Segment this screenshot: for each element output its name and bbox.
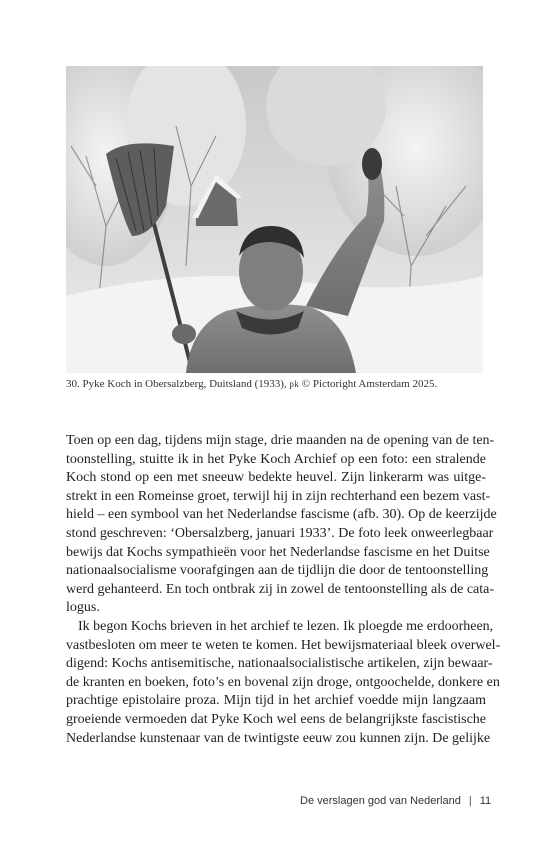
photograph [66, 66, 483, 373]
text-line: hield – een symbool van het Nederlandse fascisme (afb. 30). Op de keerzijde [66, 507, 497, 523]
text-line: werd gehanteerd. En toch ontbrak zij in zowel de tentoonstelling als de cata- [66, 581, 495, 597]
text-line: digend: Kochs antisemitische, nationaalsocialistische artikelen, zijn bewaar- [66, 656, 493, 672]
caption-credit-initials: pk [289, 379, 300, 389]
caption-credit: © Pictoright Amsterdam 2025. [299, 378, 438, 390]
text-line: toonstelling, stuitte ik in het Pyke Koch Archief op een foto: een stralende [66, 451, 486, 467]
text-line: groeiende vermoeden dat Pyke Koch wel eens de belangrijkste fascistische [66, 711, 486, 727]
text-line: prachtige epistolaire proza. Mijn tijd in het archief voedde mijn langzaam [66, 693, 486, 709]
text-line: Ik begon Kochs brieven in het archief te lezen. Ik ploegde me erdoorheen, [78, 618, 494, 634]
winter-salute-photo-icon [66, 66, 483, 373]
text-line: Nederlandse kunstenaar van de twintigste eeuw zou kunnen zijn. De gelijke [66, 730, 491, 746]
page-number: 11 [479, 795, 492, 807]
text-line: stond geschreven: ‘Obersalzberg, januari 1933’. De foto leek onweerlegbaar [66, 525, 494, 541]
running-title: De verslagen god van Nederland [300, 795, 461, 807]
text-line: de kranten en boeken, foto’s en bovenal zijn droge, ontgoochelde, donkere en [66, 674, 500, 690]
text-line: Toen op een dag, tijdens mijn stage, drie maanden na de opening van de ten- [66, 433, 495, 448]
text-line: nationaalsocialisme voorafgingen aan de tijdlijn die door de tentoonstelling [66, 563, 489, 579]
text-line: bewijs dat Kochs sympathieën voor het Nederlandse fascisme en het Duitse [66, 544, 490, 560]
text-line: vastbesloten om meer te weten te komen. Het bewijsmateriaal bleek overwel- [66, 637, 501, 653]
caption-main: 30. Pyke Koch in Obersalzberg, Duitsland (1933), [66, 378, 290, 390]
text-line: logus. [66, 600, 100, 616]
page-footer [300, 794, 492, 808]
text-line: Koch stond op een met sneeuw bedekte heuvel. Zijn linkerarm was uitge- [66, 470, 486, 486]
figure-caption [66, 377, 496, 391]
text-line: strekt in een Romeinse groet, terwijl hij in zijn rechterhand een bezem vast- [66, 488, 491, 504]
footer-separator: | [468, 795, 472, 807]
body-text [66, 432, 501, 748]
